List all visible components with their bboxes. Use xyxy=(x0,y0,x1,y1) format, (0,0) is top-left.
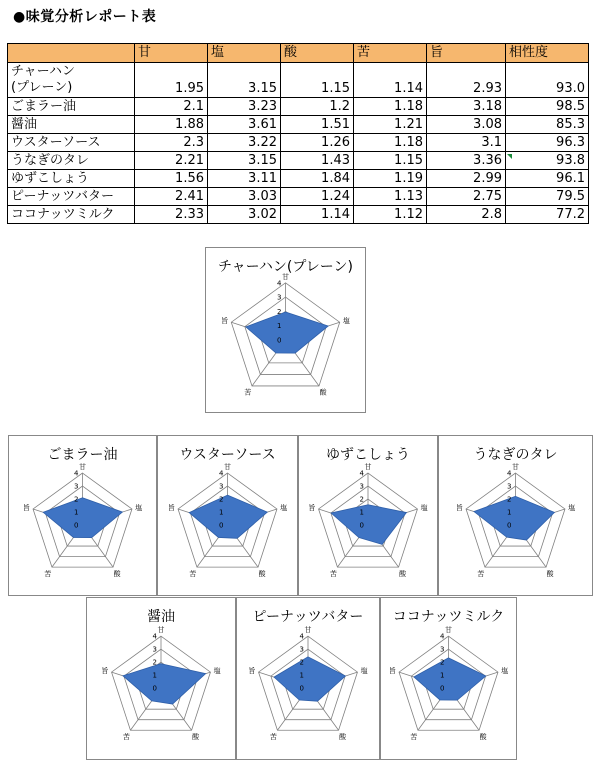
value-cell: 77.2 xyxy=(506,206,589,224)
tick-label: 4 xyxy=(359,469,364,478)
radar-chart-card xyxy=(438,435,593,596)
radar-plot xyxy=(299,436,437,595)
axis-label: 酸 xyxy=(319,388,327,397)
value-cell: 3.61 xyxy=(208,116,281,134)
column-header: 苦 xyxy=(354,44,427,63)
header-corner xyxy=(8,44,135,63)
row-name-cell xyxy=(8,134,135,152)
radar-chart-card xyxy=(236,597,380,760)
tick-label: 0 xyxy=(299,684,304,693)
axis-label: 甘 xyxy=(157,626,165,635)
value-cell: 96.1 xyxy=(506,170,589,188)
axis-label: 甘 xyxy=(364,463,372,472)
table-row xyxy=(8,188,589,206)
value-cell: 2.93 xyxy=(427,63,506,98)
tick-label: 0 xyxy=(219,521,224,530)
axis-label: 酸 xyxy=(339,732,347,741)
tick-label: 2 xyxy=(277,307,282,316)
tick-label: 2 xyxy=(74,495,79,504)
tick-label: 1 xyxy=(299,671,304,680)
tick-label: 2 xyxy=(440,658,445,667)
axis-label: 苦 xyxy=(269,732,277,741)
axis-label: 塩 xyxy=(280,503,288,512)
axis-label: 酸 xyxy=(479,732,487,741)
radar-plot xyxy=(9,436,156,595)
tick-label: 3 xyxy=(152,645,157,654)
tick-label: 3 xyxy=(440,645,445,654)
tick-label: 2 xyxy=(359,495,364,504)
radar-chart-card xyxy=(86,597,236,760)
tick-label: 3 xyxy=(299,645,304,654)
cell-marker xyxy=(507,154,512,159)
radar-chart-card xyxy=(205,247,366,413)
tick-label: 1 xyxy=(507,508,512,517)
axis-label: 旨 xyxy=(455,503,463,512)
axis-label: 旨 xyxy=(221,317,229,326)
value-cell: 1.51 xyxy=(281,116,354,134)
chart-title: 醤油 xyxy=(147,609,175,625)
column-header: 塩 xyxy=(208,44,281,63)
axis-label: 苦 xyxy=(410,732,418,741)
column-header: 甘 xyxy=(135,44,208,63)
table-row xyxy=(8,134,589,152)
value-cell: 1.12 xyxy=(354,206,427,224)
value-cell: 1.21 xyxy=(354,116,427,134)
value-cell: 2.75 xyxy=(427,188,506,206)
column-header: 酸 xyxy=(281,44,354,63)
tick-label: 1 xyxy=(219,508,224,517)
axis-label: 塩 xyxy=(501,666,509,675)
tick-label: 1 xyxy=(440,671,445,680)
axis-label: 甘 xyxy=(79,463,86,472)
series-area xyxy=(331,505,406,545)
value-cell: 3.15 xyxy=(208,152,281,170)
row-name: 醤油 xyxy=(11,117,38,132)
row-name: ココナッツミルク xyxy=(11,207,115,222)
tick-label: 3 xyxy=(219,482,224,491)
tick-label: 0 xyxy=(359,521,364,530)
value-cell: 1.14 xyxy=(281,206,354,224)
axis-label: 甘 xyxy=(445,626,452,635)
value-cell: 1.14 xyxy=(354,63,427,98)
axis-label: 旨 xyxy=(167,503,175,512)
axis-label: 苦 xyxy=(189,569,197,578)
axis-label: 旨 xyxy=(248,666,256,675)
value-cell: 2.8 xyxy=(427,206,506,224)
tick-label: 2 xyxy=(507,495,512,504)
value-cell: 98.5 xyxy=(506,98,589,116)
table-header-row xyxy=(8,44,589,63)
value-cell: 1.15 xyxy=(354,152,427,170)
row-name-cell xyxy=(8,152,135,170)
value-cell: 2.3 xyxy=(135,134,208,152)
row-name: (プレーン) xyxy=(11,80,73,95)
tick-label: 3 xyxy=(359,482,364,491)
radar-chart-card xyxy=(8,435,157,596)
value-cell: 1.18 xyxy=(354,98,427,116)
tick-label: 0 xyxy=(440,684,445,693)
value-cell: 1.88 xyxy=(135,116,208,134)
value-cell: 1.13 xyxy=(354,188,427,206)
row-name: うなぎのタレ xyxy=(11,153,90,168)
value-cell: 96.3 xyxy=(506,134,589,152)
tick-label: 2 xyxy=(152,658,157,667)
series-area xyxy=(274,657,345,701)
radar-chart-card xyxy=(298,435,438,596)
tick-label: 3 xyxy=(277,293,282,302)
tick-label: 1 xyxy=(152,671,157,680)
row-name: ウスターソース xyxy=(11,135,101,150)
value-cell: 1.18 xyxy=(354,134,427,152)
report-title: ●味覚分析レポート表 xyxy=(13,9,157,25)
radar-plot xyxy=(237,598,379,759)
axis-label: 苦 xyxy=(329,569,337,578)
value-cell: 3.15 xyxy=(208,63,281,98)
tick-label: 4 xyxy=(299,632,304,641)
chart-title: ウスターソース xyxy=(179,447,276,463)
radar-plot xyxy=(381,598,516,759)
tick-label: 4 xyxy=(152,632,157,641)
axis-label: 苦 xyxy=(477,569,485,578)
value-cell: 1.56 xyxy=(135,170,208,188)
series-area xyxy=(246,312,328,353)
tick-label: 0 xyxy=(152,684,157,693)
value-cell: 2.1 xyxy=(135,98,208,116)
axis-label: 旨 xyxy=(388,666,396,675)
chart-title: チャーハン(プレーン) xyxy=(218,259,353,275)
value-cell: 1.2 xyxy=(281,98,354,116)
chart-title: ピーナッツバター xyxy=(252,609,364,625)
value-cell: 3.08 xyxy=(427,116,506,134)
axis-label: 旨 xyxy=(22,503,30,512)
row-name-cell xyxy=(8,63,135,98)
column-header: 旨 xyxy=(427,44,506,63)
radar-plot xyxy=(158,436,297,595)
axis-label: 甘 xyxy=(224,463,231,472)
table-row xyxy=(8,206,589,224)
tick-label: 4 xyxy=(507,469,512,478)
axis-label: 酸 xyxy=(546,569,554,578)
radar-plot xyxy=(439,436,592,595)
tick-label: 4 xyxy=(74,469,79,478)
tick-label: 4 xyxy=(440,632,445,641)
table-row xyxy=(8,98,589,116)
table-row xyxy=(8,170,589,188)
row-name-cell xyxy=(8,170,135,188)
row-name-cell xyxy=(8,206,135,224)
value-cell: 3.18 xyxy=(427,98,506,116)
radar-plot xyxy=(206,248,365,412)
axis-label: 甘 xyxy=(512,463,519,472)
value-cell: 3.22 xyxy=(208,134,281,152)
tick-label: 3 xyxy=(507,482,512,491)
row-name-cell xyxy=(8,98,135,116)
row-name: ゆずこしょう xyxy=(11,171,90,186)
table-row xyxy=(8,152,589,170)
taste-table xyxy=(7,43,589,224)
value-cell: 3.1 xyxy=(427,134,506,152)
axis-label: 塩 xyxy=(568,503,576,512)
tick-label: 2 xyxy=(219,495,224,504)
axis-label: 塩 xyxy=(213,666,221,675)
tick-label: 1 xyxy=(74,508,79,517)
axis-label: 甘 xyxy=(282,272,289,281)
value-cell: 1.24 xyxy=(281,188,354,206)
value-cell: 93.8 xyxy=(506,152,589,170)
chart-title: ごまラー油 xyxy=(47,447,118,463)
radar-chart-card xyxy=(380,597,517,760)
row-name-cell xyxy=(8,116,135,134)
value-cell: 1.15 xyxy=(281,63,354,98)
table-row xyxy=(8,63,589,98)
value-cell: 79.5 xyxy=(506,188,589,206)
row-name: チャーハン xyxy=(11,64,75,79)
value-cell: 3.03 xyxy=(208,188,281,206)
column-header: 相性度 xyxy=(506,44,589,63)
tick-label: 0 xyxy=(74,521,79,530)
axis-label: 塩 xyxy=(420,503,428,512)
axis-label: 苦 xyxy=(44,569,52,578)
axis-label: 塩 xyxy=(342,317,350,326)
row-name: ごまラー油 xyxy=(11,99,77,114)
radar-chart-card xyxy=(157,435,298,596)
chart-title: ゆずこしょう xyxy=(326,447,410,463)
value-cell: 3.11 xyxy=(208,170,281,188)
series-area xyxy=(43,495,122,538)
axis-label: 苦 xyxy=(244,388,252,397)
value-cell: 1.19 xyxy=(354,170,427,188)
value-cell: 2.99 xyxy=(427,170,506,188)
value-cell: 93.0 xyxy=(506,63,589,98)
value-cell: 2.41 xyxy=(135,188,208,206)
tick-label: 0 xyxy=(507,521,512,530)
tick-label: 0 xyxy=(277,336,282,345)
tick-label: 4 xyxy=(219,469,224,478)
chart-title: うなぎのタレ xyxy=(473,447,558,463)
chart-title: ココナッツミルク xyxy=(392,609,505,625)
value-cell: 3.02 xyxy=(208,206,281,224)
axis-label: 酸 xyxy=(192,732,200,741)
axis-label: 旨 xyxy=(308,503,316,512)
axis-label: 旨 xyxy=(101,666,109,675)
series-area xyxy=(189,495,267,538)
value-cell: 85.3 xyxy=(506,116,589,134)
tick-label: 4 xyxy=(277,279,282,288)
tick-label: 1 xyxy=(277,322,282,331)
axis-label: 酸 xyxy=(258,569,266,578)
series-area xyxy=(414,658,486,700)
tick-label: 3 xyxy=(74,482,79,491)
axis-label: 甘 xyxy=(304,626,312,635)
value-cell: 1.43 xyxy=(281,152,354,170)
value-cell: 2.21 xyxy=(135,152,208,170)
value-cell: 1.26 xyxy=(281,134,354,152)
value-cell: 2.33 xyxy=(135,206,208,224)
tick-label: 1 xyxy=(359,508,364,517)
axis-label: 塩 xyxy=(135,503,143,512)
axis-label: 苦 xyxy=(122,732,130,741)
value-cell: 1.84 xyxy=(281,170,354,188)
tick-label: 2 xyxy=(299,658,304,667)
axis-label: 酸 xyxy=(399,569,407,578)
axis-label: 酸 xyxy=(113,569,121,578)
value-cell: 3.36 xyxy=(427,152,506,170)
row-name: ピーナッツバター xyxy=(11,189,114,204)
radar-plot xyxy=(87,598,235,759)
row-name-cell xyxy=(8,188,135,206)
value-cell: 1.95 xyxy=(135,63,208,98)
axis-label: 塩 xyxy=(360,666,368,675)
series-area xyxy=(474,496,554,540)
series-area xyxy=(123,664,206,704)
table-row xyxy=(8,116,589,134)
value-cell: 3.23 xyxy=(208,98,281,116)
